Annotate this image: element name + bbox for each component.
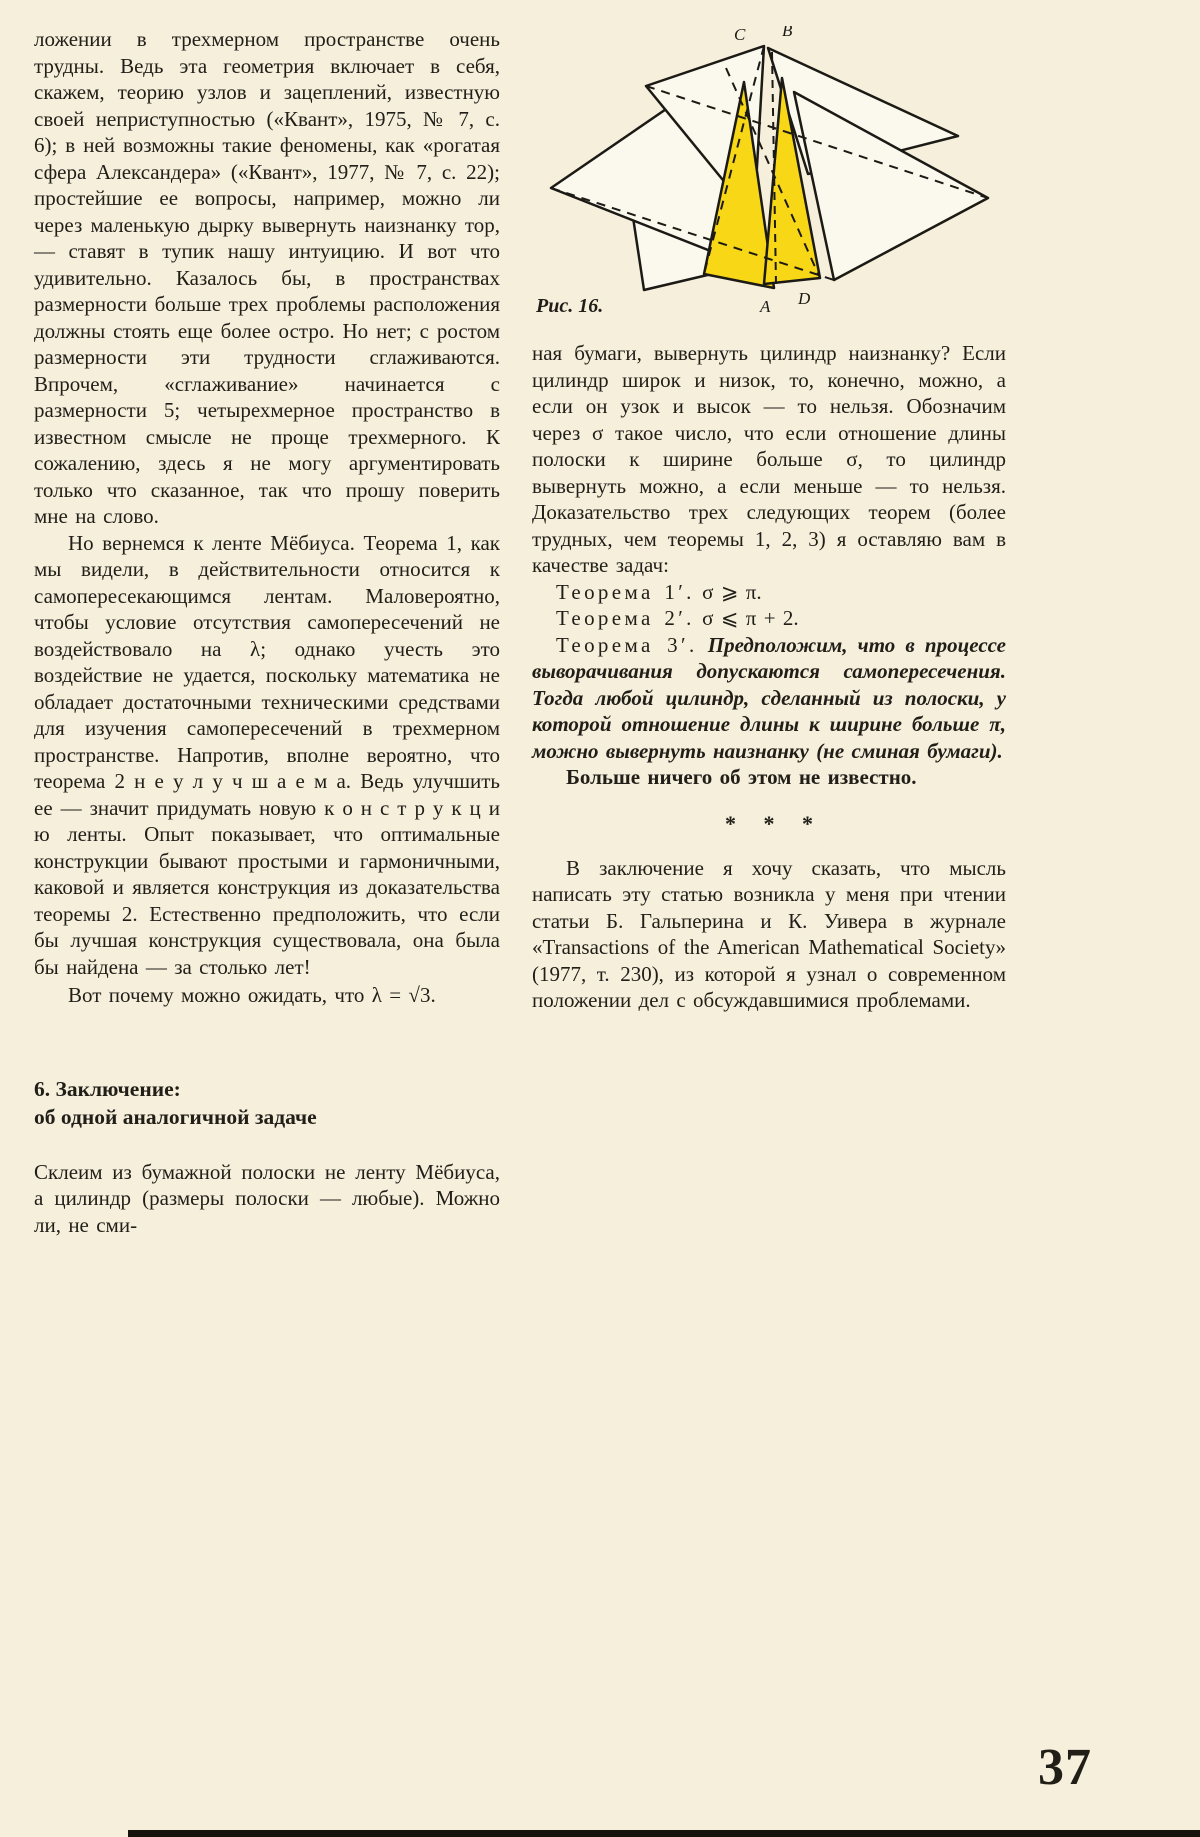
theorem-1 [532, 579, 1006, 606]
left-column [34, 26, 500, 1238]
paragraph: Склеим из бумажной полоски не ленту Мёбиуса, а цилиндр (размеры полоски — любые). Можно ли, не сми- [34, 1159, 500, 1237]
paragraph: Но вернемся к ленте Мёбиуса. Теорема 1, как мы видели, в действительности относится к самопересекающимся лентам. Маловероятно, чтобы условие отсутствия самопересечений не воздействовало на λ; однако учесть это воздействие не удается, поскольку математика не обладает достаточными техническими средствами для изучения самопересечений в трехмерном пространстве. Напротив, вполне вероятно, что теорема 2 н е у л у ч ш а е м а. Ведь улучшить ее — значит придумать новую к о н с т р у к ц и ю ленты. Опыт показывает, что оптимальные конструкции бывают простыми и гармоничными, каковой и является конструкция из доказательства теоремы 2. Естественно предположить, что если бы лучшая конструкция существовала, она была бы найдена — за столько лет! [34, 530, 500, 979]
paragraph: ложении в трехмерном пространстве очень трудны. Ведь эта геометрия включает в себя, скажем, теорию узлов и зацеплений, известную своей неприступностью («Квант», 1975, № 7, с. 6); в ней возможны такие феномены, как «рогатая сфера Александера» («Квант», 1977, № 7, с. 22); простейшие ее вопросы, например, можно ли через маленькую дырку вывернуть наизнанку тор,— ставят в тупик нашу интуицию. И вот что удивительно. Казалось бы, в пространствах размерности больше трех проблемы расположения должны стоять еще более остро. Но нет; с ростом размерности эти трудности сглаживаются. Впрочем, «сглаживание» начинается с размерности 5; четырехмерное пространство в известном смысле не проще трехмерного. К сожалению, здесь я не могу аргументировать только что сказанное, так что прошу поверить мне на слово. [34, 27, 500, 528]
theorem-2-name: Теорема 2′. [556, 606, 695, 630]
page-bottom-edge [128, 1830, 1200, 1837]
section-separator-stars: * * * [725, 810, 813, 836]
figure-16 [532, 26, 1006, 328]
page-number: 37 [1038, 1739, 1092, 1796]
closing-remark: Больше ничего об этом не известно. [566, 765, 917, 789]
vertex-label-A: A [760, 297, 771, 316]
section-heading-line2: об одной аналогичной задаче [34, 1104, 317, 1129]
section-heading-line1: 6. Заключение: [34, 1076, 181, 1101]
figure-caption: Рис. 16. [536, 295, 604, 317]
theorem-2 [532, 605, 1006, 632]
paragraph: ная бумаги, вывернуть цилиндр наизнанку? Если цилиндр широк и низок, то, конечно, можно, а если он узок и высок — то нельзя. Обозначим через σ такое число, что если отношение длины полоски к ширине больше σ, то цилиндр вывернуть можно, а если меньше — то нельзя. Доказательство трех следующих теорем (более трудных, чем теоремы 1, 2, 3) я оставляю вам в качестве задач: [532, 341, 1006, 577]
figure-16-drawing [536, 26, 1006, 318]
section-heading [34, 1075, 500, 1131]
vertex-label-B: B [782, 26, 793, 40]
vertex-label-D: D [798, 289, 811, 308]
paragraph-with-formula: Вот почему можно ожидать, что λ = √3. [68, 983, 436, 1007]
theorem-3-name: Теорема 3′. [556, 632, 698, 657]
right-column [532, 26, 1006, 1014]
vertex-label-C: C [734, 26, 746, 44]
theorem-2-statement: σ ⩽ π + 2. [702, 606, 799, 630]
paragraph: В заключение я хочу сказать, что мысль написать эту статью возникла у меня при чтении статьи Б. Гальперина и К. Уивера в журнале «Transactions of the American Mathematical Society» (1977, т. 230), из которой я узнал о современном положении дел с обсуждавшимися проблемами. [532, 855, 1006, 1012]
theorem-3-statement: Предположим, что в процессе выворачивания допускаются самопересечения. Тогда любой цилиндр, сделанный из полоски, у которой отношение длины к ширине больше π, можно вывернуть наизнанку (не сминая бумаги). [532, 632, 1007, 763]
theorem-3 [532, 632, 1006, 765]
theorem-1-statement: σ ⩾ π. [702, 579, 762, 604]
theorem-1-name: Теорема 1′. [556, 579, 695, 604]
